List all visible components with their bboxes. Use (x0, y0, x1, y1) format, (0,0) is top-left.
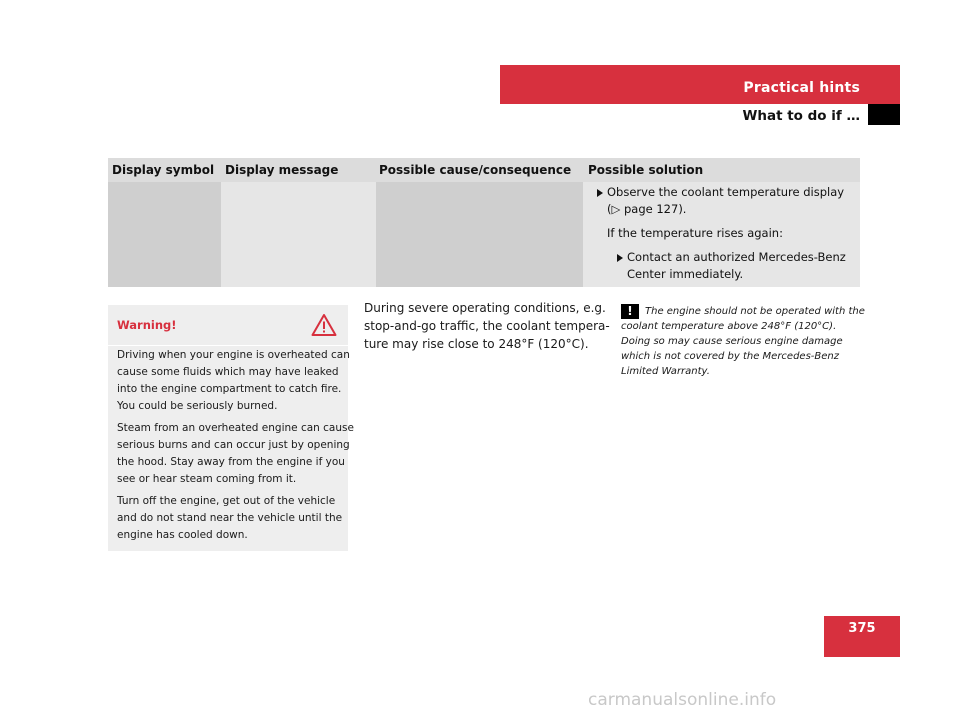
page-number-box (824, 616, 900, 657)
warning-title: Warning! (117, 318, 177, 332)
warning-text-line: cause some fluids which may have leaked (117, 366, 339, 378)
arrow-bullet-icon (597, 189, 603, 197)
header-subtitle (500, 104, 868, 126)
arrow-bullet-icon (617, 254, 623, 262)
warning-text-line: serious burns and can occur just by opening (117, 439, 350, 451)
warning-box (108, 305, 354, 551)
note-text-line: coolant temperature above 248°F (120°C). (621, 321, 837, 332)
page-number: 375 (848, 621, 876, 636)
warning-text-line: Turn off the engine, get out of the vehicle (117, 495, 336, 507)
warning-text-line: into the engine compartment to catch fire. (117, 383, 342, 395)
warning-triangle-icon (311, 313, 337, 337)
warning-text-line: Steam from an overheated engine can cause (117, 422, 354, 434)
note-text-line: The engine should not be operated with the (645, 306, 865, 317)
warning-text-line: and do not stand near the vehicle until the (117, 512, 343, 524)
page-subtitle: What to do if … (742, 108, 860, 124)
warning-text-line: Driving when your engine is overheated can (117, 349, 350, 361)
exclamation-icon: ! (621, 304, 639, 319)
column-header-display-symbol: Display symbol (112, 163, 215, 177)
body-text-line: ture may rise close to 248°F (120°C). (364, 337, 589, 351)
warning-text-line: the hood. Stay away from the engine if you (117, 456, 345, 468)
solution-condition: If the temperature rises again: (607, 226, 783, 240)
header-marker-block (868, 104, 900, 125)
solution-step-1-line-2: (▷ page 127). (607, 202, 687, 216)
watermark-text: carmanualsonline.info (588, 690, 777, 710)
solution-step-2-line-2: Center immediately. (627, 267, 744, 281)
warning-header (108, 305, 348, 345)
solution-step-1-line-1: Observe the coolant temperature display (607, 185, 845, 199)
warning-divider (108, 345, 348, 346)
display-message-cell (221, 182, 376, 287)
body-text-line: stop-and-go traffic, the coolant tempera- (364, 319, 610, 333)
column-header-display-message: Display message (225, 163, 339, 177)
table-row (108, 182, 860, 287)
body-text-line: During severe operating conditions, e.g. (364, 301, 606, 315)
warning-text-line: You could be seriously burned. (117, 400, 278, 412)
section-title: Practical hints (743, 80, 860, 96)
warning-text-line: engine has cooled down. (117, 529, 248, 541)
solution-step-2-line-1: Contact an authorized Mercedes-Benz (627, 250, 846, 264)
table-header-row (108, 158, 860, 182)
possible-cause-cell (376, 182, 583, 287)
warning-text-line: see or hear steam coming from it. (117, 473, 297, 485)
column-header-possible-cause: Possible cause/consequence (379, 163, 572, 177)
note-text-line: Limited Warranty. (621, 366, 710, 377)
header-band (500, 65, 900, 104)
note-text-line: which is not covered by the Mercedes-Benz (621, 351, 840, 362)
note-text-line: Doing so may cause serious engine damage (621, 336, 843, 347)
column-header-possible-solution: Possible solution (588, 163, 704, 177)
possible-solution-cell (583, 182, 860, 287)
display-symbol-cell (108, 182, 221, 287)
